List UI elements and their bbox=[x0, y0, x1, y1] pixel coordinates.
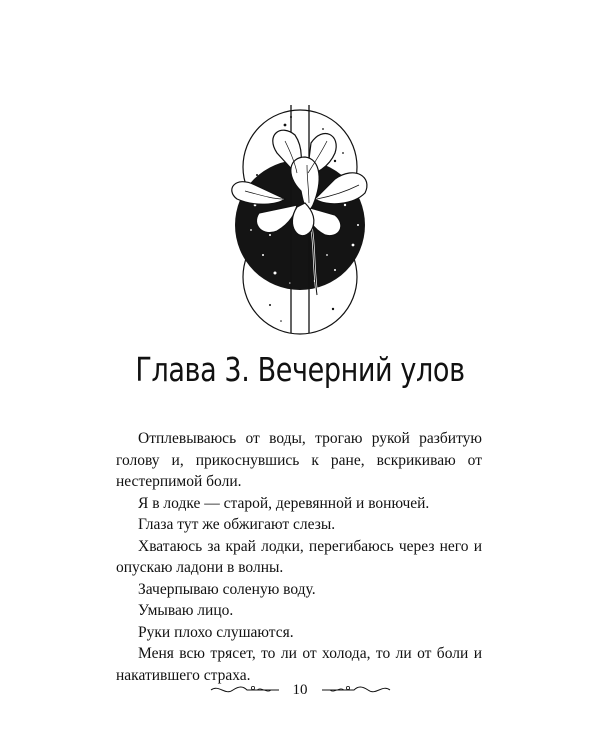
right-flourish-icon bbox=[320, 683, 392, 697]
paragraph: Зачерпываю соленую воду. bbox=[138, 580, 316, 598]
magnolia-moon-emblem bbox=[215, 95, 385, 335]
left-flourish-icon bbox=[209, 683, 281, 697]
paragraph: Глаза тут же обжигают слезы. bbox=[138, 516, 336, 533]
paragraph: Хватаюсь за край лодки, перегибаюсь через него и опускаю ладони в волны. bbox=[116, 537, 482, 576]
page-footer bbox=[0, 678, 600, 702]
paragraph: Меня всю трясет, то ли от холода, то ли от боли и накатившего страха. bbox=[116, 645, 482, 684]
chapter-text bbox=[116, 428, 482, 686]
paragraph: Я в лодке — старой, деревянной и вонючей. bbox=[138, 494, 430, 512]
chapter-title: Глава 3. Вечерний улов bbox=[135, 350, 465, 389]
paragraph: Руки плохо слушаются. bbox=[138, 623, 294, 641]
paragraph: Отплевываюсь от воды, трогаю рукой разбитую голову и, прикоснувшись к ране, вскрикиваю от нестерпимой боли. bbox=[116, 430, 482, 490]
page-number: 10 bbox=[292, 682, 308, 698]
paragraph: Умываю лицо. bbox=[138, 602, 234, 619]
